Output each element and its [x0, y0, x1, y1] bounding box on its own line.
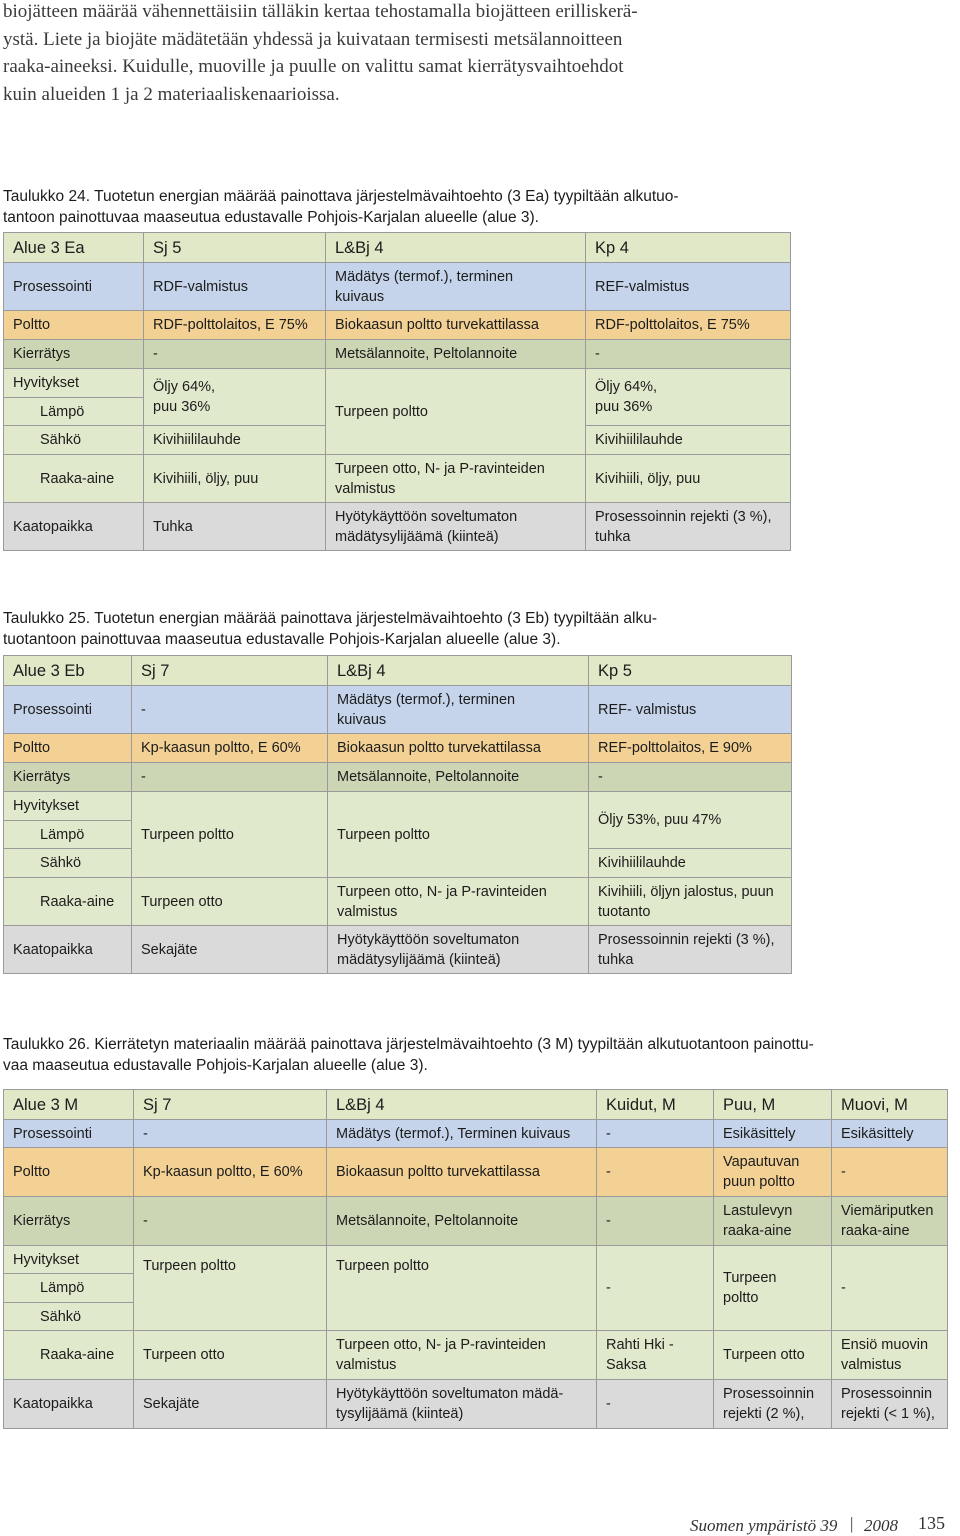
row-label: Lämpö	[4, 398, 144, 426]
table-row	[4, 656, 792, 686]
table-cell: Mädätys (termof.), Terminen kuivaus	[327, 1120, 597, 1148]
row-label: Hyvitykset	[4, 792, 132, 821]
row-label: Sähkö	[4, 1303, 134, 1331]
table-24-caption-line1: Tuotetun energian määrää painottava järjestelmävaihtoehto (3 Ea) tyypiltään alkutuo-	[94, 188, 679, 205]
row-label: Kaatopaikka	[4, 926, 132, 974]
row-label: Hyvitykset	[4, 1246, 134, 1274]
table-row	[4, 1120, 948, 1148]
table-cell: Turpeen otto	[714, 1331, 832, 1380]
intro-paragraph	[3, 0, 793, 108]
publication-name	[690, 1516, 837, 1536]
table-row	[4, 455, 791, 503]
table-cell: -	[586, 340, 791, 369]
header-cell: L&Bj 4	[328, 656, 589, 686]
intro-line: ystä. Liete ja biojäte mädätetään yhdessä ja kuivataan termisesti metsälannoitteen	[3, 28, 623, 50]
table-row	[4, 1380, 948, 1429]
cell-line: valmistus	[841, 1357, 902, 1373]
table-cell	[328, 686, 589, 734]
cell-line: Öljy 64%,	[595, 379, 658, 395]
cell-line: Prosessoinnin	[841, 1386, 933, 1402]
row-label: Sähkö	[4, 849, 132, 878]
table-cell	[714, 1197, 832, 1246]
row-label: Raaka-aine	[4, 1331, 134, 1380]
cell-line: raaka-aine	[841, 1223, 910, 1239]
cell-line: tysylijäämä (kiinteä)	[336, 1406, 464, 1422]
header-cell: Kuidut, M	[597, 1090, 714, 1120]
table-cell	[327, 1331, 597, 1380]
table-25	[3, 655, 792, 974]
table-cell: Turpeen otto	[134, 1331, 327, 1380]
row-label: Kierrätys	[4, 763, 132, 792]
table-row	[4, 1331, 948, 1380]
table-cell	[714, 1148, 832, 1197]
row-label: Sähkö	[4, 426, 144, 455]
cell-line: kuivaus	[335, 288, 385, 305]
table-row	[4, 1197, 948, 1246]
table-row	[4, 926, 792, 974]
row-label: Prosessointi	[4, 686, 132, 734]
table-cell: Metsälannoite, Peltolannoite	[328, 763, 589, 792]
table-row	[4, 1090, 948, 1120]
table-row	[4, 763, 792, 792]
table-26-caption	[3, 1034, 814, 1076]
table-cell: Biokaasun poltto turvekattilassa	[326, 311, 586, 340]
table-26-label: Taulukko 26.	[3, 1036, 91, 1053]
cell-line: Prosessoinnin rejekti (3 %),	[595, 508, 772, 525]
table-row	[4, 1148, 948, 1197]
table-cell	[597, 1331, 714, 1380]
table-cell: Biokaasun poltto turvekattilassa	[328, 734, 589, 763]
table-cell	[589, 926, 792, 974]
intro-line: biojätteen määrää vähennettäisiin tälläkin kertaa tehostamalla biojätteen erilliskerä-	[3, 1, 638, 22]
table-cell: Turpeen poltto	[132, 792, 328, 878]
cell-line: Turpeen otto, N- ja P-ravinteiden	[337, 883, 547, 900]
cell-line: mädätysylijäämä (kiinteä)	[335, 528, 499, 545]
table-cell	[589, 878, 792, 926]
cell-line: tuotanto	[598, 903, 651, 920]
publication-year: 2008	[864, 1516, 898, 1535]
table-row	[4, 792, 792, 821]
table-row	[4, 263, 791, 311]
row-label: Raaka-aine	[4, 878, 132, 926]
cell-line: valmistus	[335, 480, 396, 497]
table-cell: Kp-kaasun poltto, E 60%	[132, 734, 328, 763]
cell-line: valmistus	[337, 903, 398, 920]
table-cell	[327, 1380, 597, 1429]
table-cell: -	[832, 1148, 948, 1197]
table-cell: -	[132, 763, 328, 792]
header-cell: Kp 4	[586, 233, 791, 263]
row-label: Raaka-aine	[4, 455, 144, 503]
header-cell: Muovi, M	[832, 1090, 948, 1120]
table-cell: RDF-polttolaitos, E 75%	[144, 311, 326, 340]
table-row	[4, 369, 791, 398]
table-26	[3, 1089, 948, 1429]
table-cell: Sekajäte	[134, 1380, 327, 1429]
footer-separator: |	[850, 1514, 854, 1533]
cell-line: Kivihiili, öljyn jalostus, puun	[598, 883, 774, 900]
cell-line: Turpeen otto, N- ja P-ravinteiden	[336, 1337, 546, 1353]
table-cell: Öljy 53%, puu 47%	[589, 792, 792, 849]
cell-line: Lastulevyn	[723, 1203, 793, 1219]
table-24-caption-line2: tantoon painottuvaa maaseutua edustavalle Pohjois-Karjalan alueelle (alue 3).	[3, 209, 539, 226]
header-cell: L&Bj 4	[327, 1090, 597, 1120]
table-cell	[832, 1331, 948, 1380]
row-label: Hyvitykset	[4, 369, 144, 398]
table-cell: Esikäsittely	[832, 1120, 948, 1148]
cell-line: mädätysylijäämä (kiinteä)	[337, 951, 501, 968]
table-row	[4, 311, 791, 340]
header-cell: Kp 5	[589, 656, 792, 686]
row-label: Kaatopaikka	[4, 503, 144, 551]
table-cell	[714, 1380, 832, 1429]
table-cell	[714, 1246, 832, 1331]
table-cell: -	[144, 340, 326, 369]
cell-line: Öljy 64%,	[153, 379, 216, 395]
row-label: Poltto	[4, 1148, 134, 1197]
table-24-label: Taulukko 24.	[3, 188, 91, 205]
table-cell: -	[597, 1380, 714, 1429]
cell-line: kuivaus	[337, 711, 387, 728]
table-cell	[328, 926, 589, 974]
table-cell: -	[134, 1120, 327, 1148]
table-row	[4, 503, 791, 551]
cell-line: Turpeen otto, N- ja P-ravinteiden	[335, 460, 545, 477]
table-cell	[832, 1380, 948, 1429]
table-cell	[326, 503, 586, 551]
cell-line: Rahti Hki -	[606, 1337, 674, 1353]
table-cell	[832, 1197, 948, 1246]
publication-title: Suomen ympäristö 39	[690, 1516, 838, 1535]
table-25-label: Taulukko 25.	[3, 610, 91, 627]
table-row	[4, 340, 791, 369]
cell-line: poltto	[723, 1290, 759, 1306]
table-cell: REF- valmistus	[589, 686, 792, 734]
table-cell: RDF-polttolaitos, E 75%	[586, 311, 791, 340]
cell-line: Hyötykäyttöön soveltumaton	[337, 931, 520, 948]
table-cell: Kivihiililauhde	[589, 849, 792, 878]
header-cell: Puu, M	[714, 1090, 832, 1120]
table-cell: -	[597, 1148, 714, 1197]
cell-line: Turpeen	[723, 1270, 777, 1286]
table-cell	[326, 263, 586, 311]
header-cell: Alue 3 Eb	[4, 656, 132, 686]
table-cell: Kivihiililauhde	[586, 426, 791, 455]
table-cell: Kp-kaasun poltto, E 60%	[134, 1148, 327, 1197]
table-cell: Sekajäte	[132, 926, 328, 974]
table-cell: -	[132, 686, 328, 734]
table-26-caption-line2: vaa maaseutua edustavalle Pohjois-Karjalan alueelle (alue 3).	[3, 1057, 428, 1074]
cell-line: Mädätys (termof.), terminen	[337, 691, 516, 708]
table-cell: Tuhka	[144, 503, 326, 551]
table-row	[4, 1246, 948, 1274]
table-25-caption-line2: tuotantoon painottuvaa maaseutua edustavalle Pohjois-Karjalan alueelle (alue 3).	[3, 631, 561, 648]
cell-line: Prosessoinnin rejekti (3 %),	[598, 931, 775, 948]
table-cell: Metsälannoite, Peltolannoite	[327, 1197, 597, 1246]
table-24	[3, 232, 791, 551]
row-label: Lämpö	[4, 1274, 134, 1303]
table-25-caption-line1: Tuotetun energian määrää painottava järjestelmävaihtoehto (3 Eb) tyypiltään alku-	[94, 610, 657, 627]
table-cell	[586, 369, 791, 426]
table-cell: Turpeen otto	[132, 878, 328, 926]
table-cell: -	[832, 1246, 948, 1331]
table-24-caption	[3, 186, 679, 228]
cell-line: tuhka	[598, 951, 634, 968]
table-cell: Kivihiili, öljy, puu	[586, 455, 791, 503]
table-row	[4, 686, 792, 734]
cell-line: Saksa	[606, 1357, 647, 1373]
table-cell: Biokaasun poltto turvekattilassa	[327, 1148, 597, 1197]
row-label: Prosessointi	[4, 263, 144, 311]
table-26-caption-line1: Kierrätetyn materiaalin määrää painottava järjestelmävaihtoehto (3 M) tyypiltään alkutuotantoon painottu-	[94, 1036, 814, 1053]
table-cell: Esikäsittely	[714, 1120, 832, 1148]
table-row	[4, 734, 792, 763]
header-cell: Sj 5	[144, 233, 326, 263]
intro-line: kuin alueiden 1 ja 2 materiaaliskenaarioissa.	[3, 83, 340, 105]
table-cell: -	[597, 1246, 714, 1331]
header-cell: Sj 7	[132, 656, 328, 686]
table-cell: -	[589, 763, 792, 792]
header-cell: Alue 3 M	[4, 1090, 134, 1120]
table-row	[4, 878, 792, 926]
row-label: Kierrätys	[4, 1197, 134, 1246]
cell-line: rejekti (< 1 %),	[841, 1406, 935, 1422]
row-label: Lämpö	[4, 821, 132, 849]
table-cell: -	[597, 1197, 714, 1246]
table-cell: REF-polttolaitos, E 90%	[589, 734, 792, 763]
cell-line: tuhka	[595, 528, 631, 545]
row-label: Poltto	[4, 311, 144, 340]
page-number: 135	[918, 1513, 945, 1533]
header-cell: L&Bj 4	[326, 233, 586, 263]
cell-line: puun poltto	[723, 1174, 795, 1190]
table-cell: Kivihiili, öljy, puu	[144, 455, 326, 503]
table-cell	[144, 369, 326, 426]
cell-line: valmistus	[336, 1357, 397, 1373]
table-cell: Metsälannoite, Peltolannoite	[326, 340, 586, 369]
cell-line: puu 36%	[153, 399, 211, 415]
cell-line: Hyötykäyttöön soveltumaton mädä-	[336, 1386, 564, 1402]
table-cell: Turpeen poltto	[134, 1246, 327, 1331]
cell-line: Mädätys (termof.), terminen	[335, 268, 514, 285]
table-cell: Turpeen poltto	[328, 792, 589, 878]
table-cell: Kivihiililauhde	[144, 426, 326, 455]
header-cell: Sj 7	[134, 1090, 327, 1120]
row-label: Prosessointi	[4, 1120, 134, 1148]
page-footer	[690, 1512, 956, 1536]
header-cell: Alue 3 Ea	[4, 233, 144, 263]
cell-line: raaka-aine	[723, 1223, 792, 1239]
cell-line: Viemäriputken	[841, 1203, 934, 1219]
table-25-caption	[3, 608, 657, 650]
cell-line: Prosessoinnin	[723, 1386, 815, 1402]
table-cell	[328, 878, 589, 926]
table-cell: REF-valmistus	[586, 263, 791, 311]
row-label: Poltto	[4, 734, 132, 763]
cell-line: puu 36%	[595, 399, 653, 415]
table-cell	[586, 503, 791, 551]
table-row	[4, 233, 791, 263]
row-label: Kaatopaikka	[4, 1380, 134, 1429]
cell-line: Hyötykäyttöön soveltumaton	[335, 508, 518, 525]
table-cell: RDF-valmistus	[144, 263, 326, 311]
cell-line: Vapautuvan	[723, 1154, 800, 1170]
row-label: Kierrätys	[4, 340, 144, 369]
table-cell: -	[134, 1197, 327, 1246]
table-cell: Turpeen poltto	[326, 369, 586, 455]
table-cell: Turpeen poltto	[327, 1246, 597, 1331]
table-cell	[326, 455, 586, 503]
cell-line: Ensiö muovin	[841, 1337, 929, 1353]
cell-line: rejekti (2 %),	[723, 1406, 805, 1422]
intro-line: raaka-aineeksi. Kuidulle, muoville ja puulle on valittu samat kierrätysvaihtoehdot	[3, 56, 624, 77]
table-cell: -	[597, 1120, 714, 1148]
